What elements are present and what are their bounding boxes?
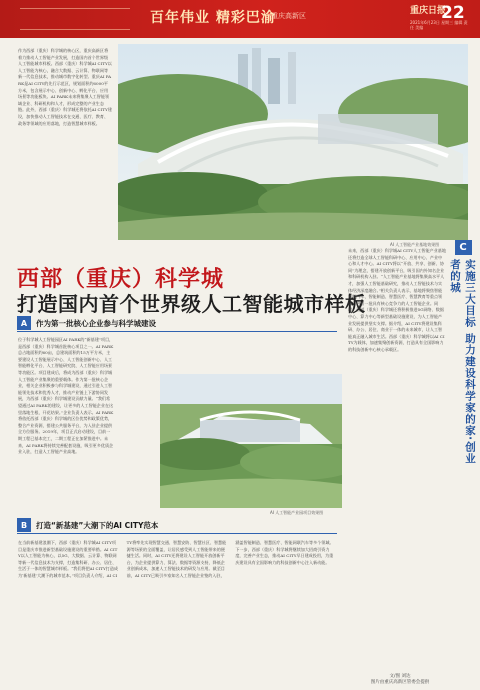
section-a-badge: A: [17, 316, 31, 330]
masthead-banner: [0, 0, 480, 38]
headline-line-1: 西部（重庆）科学城: [17, 266, 225, 292]
side-column: [451, 240, 475, 470]
middle-photo-caption: AI 人工智能产业园项目效果图: [270, 510, 324, 515]
banner-title: 百年伟业 精彩巴渝: [150, 10, 276, 26]
banner-subtitle: 重庆高新区: [271, 12, 306, 20]
middle-photo: [160, 374, 342, 508]
page-number: 22: [441, 3, 465, 23]
section-b-heading: [17, 518, 337, 532]
right-column-text: 未来，西部（重庆）科学城AI CITY人工智能产业基地还将打造全球人工智能科研中心、应用中心、产业中心和人才中心。AI CITY将以“开放、共享、创新、协同”为理念，搭建开放创新平台，吸引国内外知名企业和科研机构入驻。“人工智能产业基地将集聚高水平人才，加强人工智能基础研究，推动人工智能技术与实体经济深度融合。”相关负责人表示，基地将聚焦智能网联汽车、智能制造、智慧医疗、智慧教育等重点领域，培育一批具有核心竞争力的人工智能企业。同时，西部（重庆）科学城还将积极推进5G网络、数据中心、算力中心等新型基础设施建设，为人工智能产业发展提供坚实支撑。据介绍，AI CITY将建设集科研、办公、居住、商业于一体的未来城市，让人工智能真正融入城市生活。西部（重庆）科学城将以AI CITY为载体，加速集聚创新资源，打造具有全国影响力的科技创新中心核心承载区。: [348, 248, 446, 352]
section-a-rule: [17, 331, 337, 332]
intro-text: 作为西部（重庆）科学城的核心区，重庆高新区将着力推动人工智能产业发展，打造国内首个世界级人工智能城市样板。西部（重庆）科学城AI CITY以人工智能为核心，融合大数据、云计算、物联网等新一代信息技术，推动城市数字化转型。重庆AI PARK是AI CITY的先行示范区，规划面积约6000平方米，包含展示中心、创新中心、孵化平台、应用场景等功能板块。AI PARK未来将集聚人工智能领域企业、科研机构和人才，形成完整的产业生态链。此外，西部（重庆）科学城还将依托AI CITY建设，加快推动人工智能技术在交通、医疗、教育、政务等领域的应用落地，打造智慧城市样板。: [18, 48, 112, 126]
section-b-rule: [17, 533, 337, 534]
side-badge: C: [455, 240, 472, 255]
top-photo: [118, 44, 468, 240]
section-b-title: 打造“新基建”大潮下的AI CITY范本: [36, 520, 159, 530]
section-b-text: 在当前新基建浪潮下，西部（重庆）科学城AI CITY项目是重庆市推进新型基础设施建设的重要举措。AI CITY以人工智能为核心，以5G、大数据、云计算、物联网等新一代信息技术为支撑，打造集科研、办公、居住、生活于一体的智慧城市样板。“我们将把AI CITY打造成为‘新基建’大潮下的城市范本。”项目负责人介绍，AI CITY将率先实现智慧交通、智慧安防、智慧社区、智慧能源等场景的全面覆盖，让居民感受到人工智能带来的便捷生活。同时，AI CITY还将建设人工智能开放创新平台，为企业提供算力、算法、数据等资源支持，降低企业创新成本，加速人工智能技术的研发与应用。截至目前，AI CITY已吸引多家知名人工智能企业签约入驻，涵盖智能制造、智慧医疗、智能网联汽车等多个领域。下一步，西部（重庆）科学城将继续加大招商引资力度，完善产业生态，推动AI CITY早日建成投用，为重庆建设具有全国影响力的科技创新中心注入新动能。: [18, 540, 334, 578]
section-b-badge: B: [17, 518, 31, 532]
banner-decoration: [20, 8, 130, 30]
section-a-text: 位于科学城人工智能园区AI PARK的“新基建”项目，是西部（重庆）科学城首批核心项目之一。AI PARK总占地面积约60亩，总建筑面积约15万平方米，主要建设人工智能展示中心、人工智能创新中心、人工智能孵化平台、人工智能研究院、人工智能应用场景等功能区。项目建成后，将成为西部（重庆）科学城人工智能产业集聚的重要载体。作为第一批核心企业，相关企业积极参与科学城建设，通过引进人工智能领先技术和优秀人才，推动产业链上下游协同发展，为西部（重庆）科学城建设贡献力量。“我们希望通过AI PARK的建设，让更多的人工智能企业在这里落地生根、开花结果。”企业负责人表示。AI PARK将依托西部（重庆）科学城的区位优势和政策优势，整合产业资源，搭建公共服务平台，为入驻企业提供全方位服务。2019年，项目正式启动建设，目前一期工程已基本完工，二期工程正在加紧推进中。未来，AI PARK将持续完善配套设施，吸引更多优质企业入驻，打造人工智能产业高地。: [18, 337, 114, 455]
section-a-heading: [17, 316, 337, 330]
side-column-title: 实施三大目标 助力建设科学家的家·创业者的城: [449, 258, 476, 465]
author-credit: 文/图 刘达: [389, 674, 411, 679]
article-footer: [345, 674, 455, 686]
headline-line-2: 打造国内首个世界级人工智能城市样板: [17, 292, 366, 316]
newspaper-name: 重庆日报: [410, 6, 447, 16]
issue-meta: 2021年6月23日 星期三 编辑 责任 美编: [410, 20, 468, 30]
photo-credit: 图片由重庆高新区管委会提供: [370, 680, 430, 685]
section-a-title: 作为第一批核心企业参与科学城建设: [36, 318, 156, 328]
top-photo-caption: AI 人工智能产业基地效果图: [390, 242, 440, 247]
